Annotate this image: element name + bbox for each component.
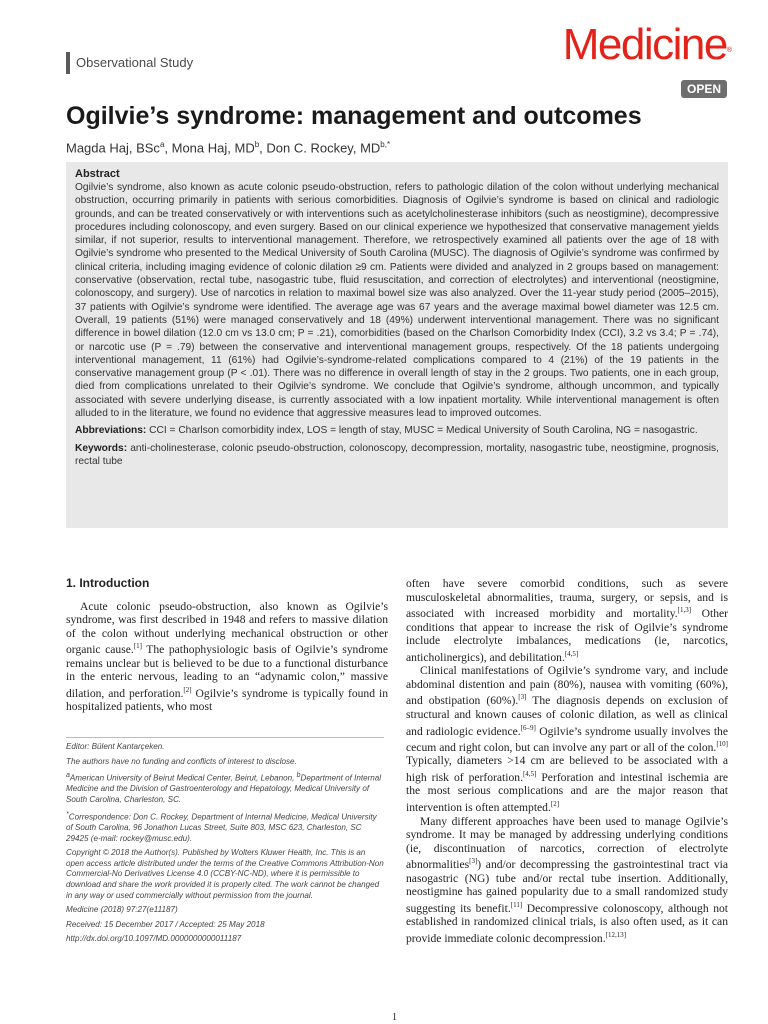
abstract-heading: Abstract	[75, 168, 120, 180]
article-title: Ogilvie’s syndrome: management and outcomes	[66, 102, 642, 130]
received-dates: Received: 15 December 2017 / Accepted: 25 May 2018	[66, 919, 265, 929]
citation-ref[interactable]: [3]	[518, 693, 527, 702]
citation-ref[interactable]: [2]	[550, 800, 560, 809]
author-name: Don C. Rockey, MD	[266, 140, 381, 156]
paragraph: Acute colonic pseudo-obstruction, also known as Ogilvie’s syndrome, was first described in 1948 and refers to massive dilation of the colon without underlying mechanical obstruction or other organic cause.[1] The pathophysiologic basis of Ogilvie’s syndrome remains unclear but is believed to be due to a functional disturbance in the enteric nervous, leading to an “adynamic colon,” massive dilation, and perforation.[2] Ogilvie’s syndrome is typically found in hospitalized patients, who most	[66, 599, 388, 714]
section-heading: 1. Introduction	[66, 576, 150, 590]
author-name: Mona Haj, MD	[171, 140, 255, 156]
footnotes	[66, 737, 384, 949]
abbreviations-text: CCI = Charlson comorbidity index, LOS = length of stay, MUSC = Medical University of South Carolina, NG = nasogastric.	[149, 425, 698, 437]
citation-ref[interactable]: [10]	[716, 739, 728, 748]
journal-name: Medicine	[562, 20, 727, 69]
trademark-symbol: ®	[726, 47, 732, 54]
editor-note: Editor: Bülent Kantarçeken.	[66, 742, 165, 751]
citation-ref[interactable]: [3]	[469, 857, 478, 866]
open-access-badge: OPEN	[681, 80, 727, 98]
abstract-text: Ogilvie’s syndrome, also known as acute colonic pseudo-obstruction, refers to pathologic dilation of the colon without underlying mechanical obstruction, occurring primarily in patients with serious comorbidities. Diagnosis of Ogilvie’s syndrome is based on clinical and radiologic grounds, and can be treated conservatively or with interventions such as acetylcholinesterase inhibitors (such as neostigmine), decompressive procedures including colonoscopy, and even surgery. Based on our clinical experience we hypothesized that conservative management yields similar, if not superior, results to interventional management. Therefore, we retrospectively examined all patients over the age of 18 with Ogilvie’s syndrome who presented to the Medical University of South Carolina (MUSC). The diagnosis of Ogilvie’s syndrome was confirmed by clinical criteria, including imaging evidence of colonic dilation ≥9 cm. Patients were divided and analyzed in 2 groups based on management: conservative (observation, rectal tube, nasogastric tube, fluid resuscitation, and correction of electrolytes) and interventional (neostigmine, colonoscopy, and surgery). Use of narcotics in relation to maximal bowel size was also analyzed. Over the 11-year study period (2005–2015), 37 patients with Ogilvie’s syndrome were identified. The average age was 67 years and the average maximal bowel diameter was 12.5 cm. Overall, 19 patients (51%) were managed conservatively and 18 (49%) underwent interventional management. There was no significant difference in bowel dilation (12.0 cm vs 13.0 cm; P = .21), comorbidities (based on the Charlson Comorbidity Index (CCI), 3.2 vs 3.4; P = .74), or narcotic use (P = .79) between the conservative and interventional management groups, respectively. Of the 18 patients undergoing interventional management, 11 (61%) had Ogilvie’s-syndrome-related complications compared to 4 (21%) of the 19 patients in the conservative management group (P < .01). There was no difference in overall length of stay in the 2 groups. Two patients, one in each group, died from complications unrelated to their Ogilvie’s syndrome. We conclude that Ogilvie’s syndrome, although uncommon, and typically associated with severe underlying disease, is currently associated with a low inpatient mortality. While interventional management is often alluded to in the literature, we found no evidence that aggressive measures lead to improved outcomes.	[75, 182, 719, 420]
left-column	[66, 577, 388, 714]
author-affiliation-mark: a	[159, 140, 165, 149]
section-tag: Observational Study	[66, 52, 193, 74]
author-list: Magda Haj, BSc$^a$, Mona Haj, $MD^b$, Don C. Rockey, $MD^{b,*}$	[66, 140, 391, 156]
author-name: Magda Haj, BSc	[66, 140, 160, 156]
citation-ref[interactable]: [4,5]	[564, 649, 579, 658]
paragraph: Clinical manifestations of Ogilvie’s syndrome vary, and include abdominal distention and pain (80%), nausea with vomiting (60%), and obstipation (60%).[3] The diagnosis depends on exclusion of structural and known causes of colonic dilation, as well as clinical and radiologic evidence.[6–9] Ogilvie’s syndrome usually involves the cecum and right colon, but can involve any part or all of the colon.[10] Typically, diameters >14 cm are believed to be associated with a high risk of perforation.[4,5] Perforation and intestinal ischemia are the most serious complications and are the major reason that intervention is often attempted.[2]	[406, 664, 729, 814]
citation-ref[interactable]: [6–9]	[520, 723, 536, 732]
citation-ref[interactable]: [2]	[183, 686, 192, 695]
keywords	[75, 442, 719, 469]
abbreviations-label: Abbreviations:	[75, 425, 147, 437]
copyright-note: Copyright © 2018 the Author(s). Published by Wolters Kluwer Health, Inc. This is an open access article distributed under the terms of the Creative Commons Attribution-Non Commercial-No Derivatives License 4.0 (CCBY-NC-ND), where it is permissible to download and share the work provided it is properly cited. The work cannot be changed in any way or used commercially without permission from the journal.	[66, 848, 384, 900]
abstract-box	[66, 162, 728, 528]
affiliations: $^a$American University of Beirut Medical Center, Beirut, Lebanon, $^b$Department of Internal Medicine and the Division of Gastroenterology and Hepatology, Medical University of South Carolina, Charleston, SC.	[66, 772, 382, 805]
keywords-text: anti-cholinesterase, colonic pseudo-obstruction, colonoscopy, decompression, mortality, nasogastric tube, neostigmine, prognosis, rectal tube	[75, 442, 719, 467]
citation-ref[interactable]: [4,5]	[522, 770, 537, 779]
citation-ref[interactable]: [1,3]	[677, 606, 692, 615]
doi-link[interactable]: http://dx.doi.org/10.1097/MD.0000000000011187	[66, 934, 242, 944]
page-number: 1	[392, 1012, 397, 1023]
keywords-label: Keywords:	[75, 442, 128, 454]
citation-ref[interactable]: [1]	[133, 642, 142, 651]
paragraph-continued: often have severe comorbid conditions, such as severe musculoskeletal abnormalities, trauma, surgery, or sepsis, and is associated with increased morbidity and mortality.[1,3] Other conditions that appear to increase the risk of Ogilvie’s syndrome include electrolyte imbalances, medications (ie, narcotics, anticholinergics), and debilitation.[4,5]	[406, 577, 728, 664]
citation-ref[interactable]: [12,13]	[605, 930, 627, 939]
paragraph: Many different approaches have been used to manage Ogilvie’s syndrome. It may be managed by addressing underlying conditions (ie, discontinuation of narcotics, correction of electrolyte abnormalities[3]) and/or decompressing the gastrointestinal tract via nasogastric (NG) tube and/or rectal tube insertion. Additionally, neostigmine has gained popularity due to a small randomized study suggesting its benefit.[11] Decompressive colonoscopy, although not established in randomized clinical trials, is also often used, as it can provide immediate colonic decompression.[12,13]	[406, 814, 729, 945]
author-affiliation-mark: b	[254, 140, 260, 149]
citation-line: Medicine (2018) 97:27(e11187)	[66, 905, 178, 915]
correspondence: *Correspondence: Don C. Rockey, Department of Internal Medicine, Medical University of South Carolina, 96 Jonathon Lucas Street, Suite 803, MSC 623, Charleston, SC 29425 (e-mail: rockey@musc.edu).	[66, 810, 377, 843]
abbreviations	[75, 424, 719, 437]
funding-note: The authors have no funding and conflicts of interest to disclose.	[66, 756, 297, 766]
citation-ref[interactable]: [11]	[510, 900, 523, 909]
right-column	[406, 577, 728, 945]
author-affiliation-mark: b,*	[380, 140, 391, 149]
journal-logo	[563, 22, 732, 68]
